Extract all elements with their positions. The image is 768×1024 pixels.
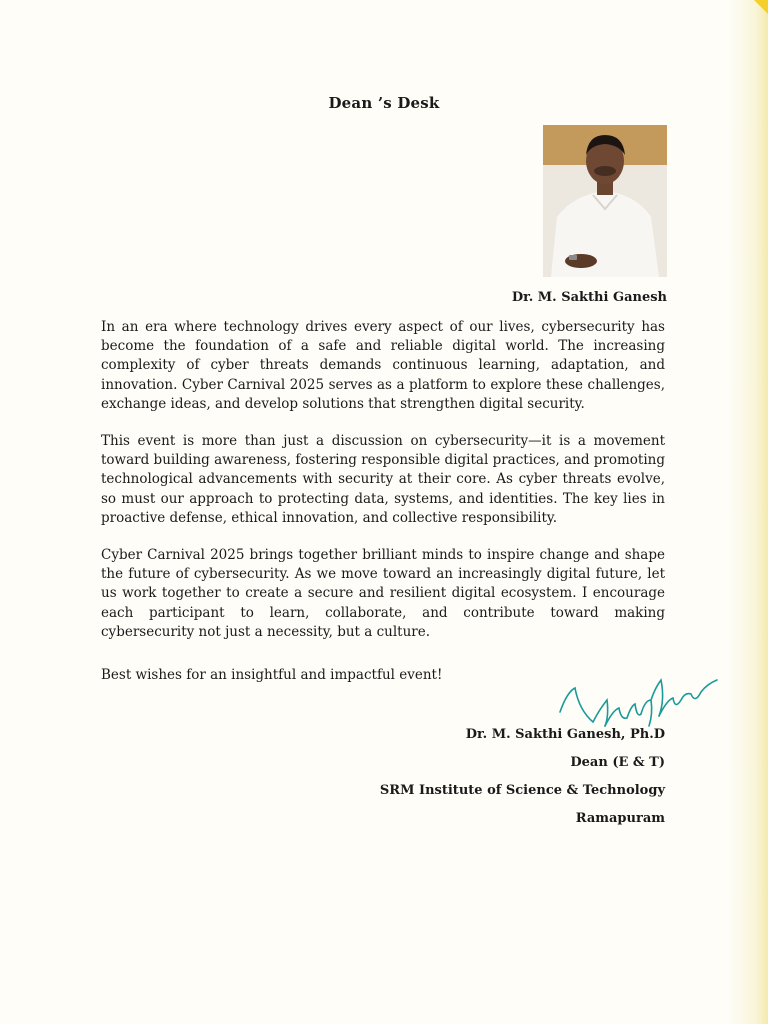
paragraph: In an era where technology drives every aspect of our lives, cybersecurity has become the foundation of a safe and reliable digital world. The increasing complexity of cyber threats demands continuous learning, adaptation, and innovation. Cyber Carnival 2025 serves as a platform to explore these challenges, exchange ideas, and develop solutions that strengthen digital security. (101, 319, 665, 412)
photo-caption: Dr. M. Sakthi Ganesh (511, 290, 667, 305)
paper-edge-shadow (728, 0, 768, 1024)
page-corner (754, 0, 768, 14)
dean-photo (543, 125, 667, 277)
signatory-role: Dean (E & T) (570, 755, 665, 770)
page-title: Dean ’s Desk (328, 94, 440, 112)
signatory-place: Ramapuram (575, 811, 665, 826)
message-body (101, 318, 665, 660)
closing-line: Best wishes for an insightful and impactful event! (101, 667, 443, 683)
signatory-institution: SRM Institute of Science & Technology (379, 783, 665, 798)
paragraph: This event is more than just a discussion on cybersecurity—it is a movement toward building awareness, fostering responsible digital practices, and promoting technological advancements with security at their core. As cyber threats evolve, so must our approach to protecting data, systems, and identities. The key lies in proactive defense, ethical innovation, and collective responsibility. (101, 433, 665, 526)
paragraph: Cyber Carnival 2025 brings together brilliant minds to inspire change and shape the future of cybersecurity. As we move toward an increasingly digital future, let us work together to create a secure and resilient digital ecosystem. I encourage each participant to learn, collaborate, and contribute toward making cybersecurity not just a necessity, but a culture. (101, 547, 665, 640)
signatory-name: Dr. M. Sakthi Ganesh, Ph.D (465, 727, 665, 742)
